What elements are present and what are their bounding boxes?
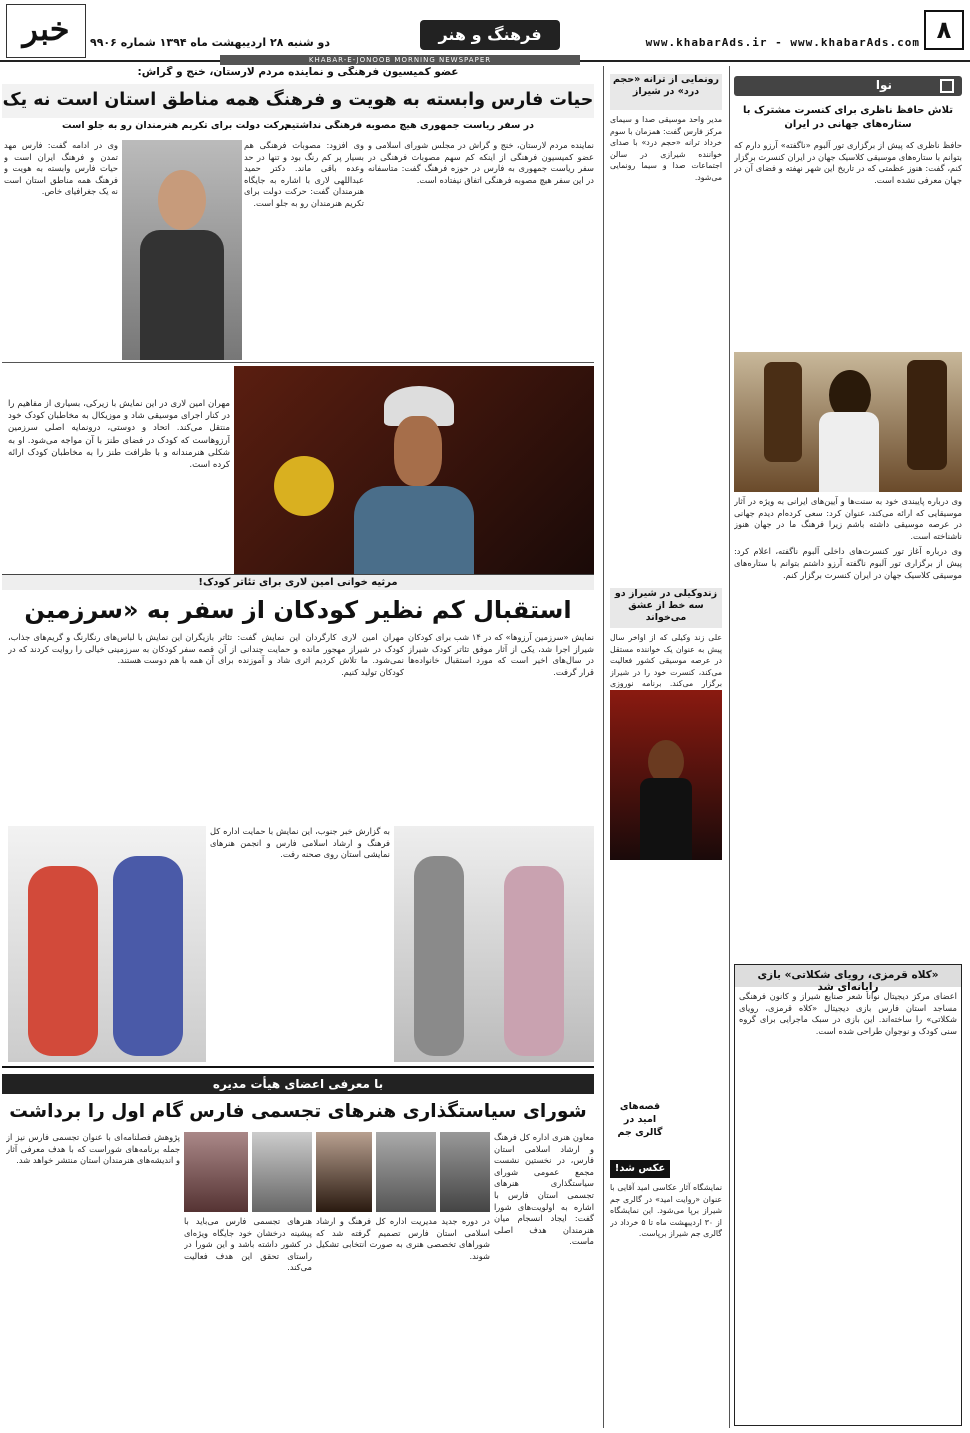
song-title: رونمایی از ترانه «حجم درد» در شیراز [610, 74, 722, 110]
nava-body-2: وی درباره پایبندی خود به سنت‌ها و آیین‌های ایرانی به ویژه در آثار موسیقایی که ارائه می‌کند، عنوان کرد: سعی کرده‌ام دیدم جهانی در عرصه موسیقی داشته باشم زیرا فرهنگ ما در جهان هنوز ناشناخته است. وی درباره آغاز تور کنسرت‌های داخلی آلبوم ناگفته، اعلام کرد: پیش از برگزاری تور آلبوم ناگفته آرزو داشتم بتوانم با ستاره‌های موسیقی کلاسیک جهان در ایران کنسرت برگزار کنم. [734, 496, 962, 580]
lead-title: حیات فارس وابسته به هویت و فرهنگ همه مناطق استان است نه یک [2, 84, 594, 118]
actors-photo-right [394, 826, 594, 1062]
council-body-2: در دوره جدید مدیریت اداره کل فرهنگ و ارشاد اسلامی استان فارس تصمیم گرفته شد که شوراهای تخصصی هنری به صورت انتخابی تشکیل شوند. [316, 1216, 490, 1261]
lead-sub-right: در سفر ریاست جمهوری هیچ مصوبه فرهنگی نداشتیم [284, 120, 534, 131]
nava-title: تلاش حافظ ناظری برای کنسرت مشترک با ستاره‌های جهانی در ایران [743, 105, 953, 130]
theatre-caption: مرثیه خوانی امین لاری برای تئاتر کودک! [2, 574, 594, 590]
theatre-photo [234, 366, 594, 574]
lead-divider [2, 362, 594, 363]
game-box-title: «کلاه قرمزی، رویای شکلاتی» بازی رایانه‌ای شد [735, 965, 961, 987]
council-title: شورای سیاستگذاری هنرهای تجسمی فارس گام اول را برداشت [9, 1101, 587, 1122]
gallery-label: عکس شد! [610, 1160, 670, 1178]
council-body-4: پژوهش فصلنامه‌ای با عنوان تجسمی فارس نیز از جمله برنامه‌های شوراست که با هدف معرفی آثار و اندیشه‌های هنرمندان استان منتشر خواهد شد. [6, 1132, 180, 1166]
column-divider [729, 66, 730, 1428]
lead-body-1: نماینده مردم لارستان، خنج و گراش در مجلس شورای اسلامی و عضو کمیسیون فرهنگی از اینکه کم سهم مصوبات فرهنگی در سفر ریاست جمهوری به فارس در حوزه فرهنگ گفت: متاسفانه در این سفر هیچ مصوبه فرهنگی اتفاق نیفتاده است. [368, 140, 594, 185]
document-icon [940, 79, 954, 93]
nava-body: حافظ ناظری که پیش از برگزاری تور آلبوم «ناگفته» آرزو دارم که بتوانم با ستاره‌های موسیقی کلاسیک جهان در ایران کنسرت برگزار کنم، گفت: هنوز عظمتی که در تاریخ این شهر نهفته و فضای آن در جهان معرفی نشده است. [734, 140, 962, 185]
game-box-body: اعضای مرکز دیجیتال نوانا شعر صنایع شیراز و کانون فرهنگی مساجد استان فارس بازی دیجیتال «کلاه قرمزی، رویای شکلاتی» را ساخته‌اند. این بازی در سبک ماجرایی برای گروه سنی کودک و نوجوان طراحی شده است. [739, 991, 957, 1036]
council-body-3: هنرهای تجسمی فارس می‌باید با پیشینه درخشان خود جایگاه ویژه‌ای در کشور داشته باشد و این شورا در راستای تحقق این هدف فعالیت می‌کند. [184, 1216, 312, 1273]
mp-photo [122, 140, 242, 360]
member-photo-4 [252, 1132, 312, 1212]
actors-photo-left [8, 826, 206, 1062]
lead-body-3: وی در ادامه گفت: فارس مهد تمدن و فرهنگ ایران است و حیات فارس وابسته به هویت و فرهنگ همه مناطق استان است نه یک جغرافیای خاص. [4, 140, 118, 197]
member-photo-3 [316, 1132, 372, 1212]
gallery-body: نمایشگاه آثار عکاسی امید آقایی با عنوان «روایت امید» در گالری جم شیراز برپا می‌شود. این نمایشگاه از ۳۰ اردیبهشت ماه تا ۵ خرداد در گالری جم شیراز برپاست. [610, 1183, 722, 1239]
gallery-title: قصه‌های امید در گالری جم [617, 1101, 663, 1138]
page-number: ۸ [924, 10, 964, 50]
column-divider-2 [603, 66, 604, 1428]
nazeri-photo [734, 352, 962, 492]
singer-photo [610, 690, 722, 860]
theatre-body-3: بازیگران این نمایش با لباس‌های رنگارنگ و گریم‌های جذاب، قصه سفر کودکان به سرزمینی خیالی را روایت کردند که در آن همه با هم دوست هستند. [8, 632, 214, 666]
page-header [0, 0, 970, 62]
nava-tag-bar [734, 76, 962, 96]
theatre-body-4: به گزارش خبر جنوب، این نمایش با حمایت اداره کل فرهنگ و ارشاد اسلامی فارس و انجمن هنرهای نمایشی استان روی صحنه رفت. [210, 826, 390, 860]
theatre-body-1: نمایش «سرزمین آرزوها» که در ۱۴ شب برای کودکان شیراز اجرا شد، یکی از آثار موفق تئاتر کودک شیراز در سال‌های اخیر است که مورد استقبال خانواده‌ها قرار گرفت. [408, 632, 594, 677]
lead-kicker: عضو کمیسیون فرهنگی و نماینده مردم لارستان، خنج و گراش: [137, 66, 459, 78]
theatre-body-2: مهران امین لاری کارگردان این نمایش گفت: تئاتر کودک در شیراز مهجور مانده و حمایت چندانی از آن نمی‌شود. ما تلاش کردیم اثری شاد و آموزنده برای کودکان تولید کنیم. [218, 632, 404, 677]
game-box [734, 964, 962, 1426]
zand-body-1: علی زند وکیلی که از اواخر سال پیش به عنوان یک خواننده مستقل در عرصه موسیقی کشور فعالیت می‌کند، کنسرت خود را در شیراز برگزار می‌کند. برنامه نوروزی [610, 633, 722, 689]
lead-body-2: وی افزود: مصوبات فرهنگی هم بسیار پر کم رنگ بود و تنها در حد وعده باقی ماند. دکتر حمید عبداللهی لاری با اشاره به جایگاه هنرمندان گفت: حرکت دولت برای تکریم هنرمندان رو به جلو است. [244, 140, 364, 208]
council-body-1: معاون هنری اداره کل فرهنگ و ارشاد اسلامی استان فارس، در نخستین نشست مجمع عمومی شورای سیاستگذاری هنرهای تجسمی استان فارس با اشاره به اولویت‌های شورا گفت: ایجاد انسجام میان هنرمندان هدف اصلی ماست. [494, 1132, 594, 1247]
lead-sub-left: حرکت دولت برای تکریم هنرمندان رو به جلو است [62, 120, 292, 131]
section-title: فرهنگ و هنر [420, 20, 560, 50]
member-photo-1 [440, 1132, 490, 1212]
english-strip: KHABAR-E-JONOOB MORNING NEWSPAPER [220, 55, 580, 65]
theatre-title: استقبال کم نظیر کودکان از سفر به «سرزمین [24, 596, 572, 624]
dateline: دو شنبه ۲۸ اردیبهشت ماه ۱۳۹۴ شماره ۹۹۰۶ [90, 36, 330, 49]
theatre-quote: مهران امین لاری در این نمایش با زیرکی، بسیاری از مفاهیم را در کنار اجرای موسیقی شاد و موزیکال به مخاطبان کودک خود منتقل می‌کند. اتحاد و دوستی، درونمایه اصلی سرزمین آرزوهاست که کودک در فضای طنز با آن مواجه می‌شود. او به شکلی هنرمندانه و با ظرافت طنز را به مخاطبان کودک ارائه کرده است. [8, 399, 230, 471]
song-body: مدیر واحد موسیقی صدا و سیمای مرکز فارس گفت: همزمان با سوم خرداد ترانه «حجم درد» با صدای خواننده شیرازی در سالن اجتماعات صدا و سیما رونمایی می‌شود. [610, 115, 722, 182]
site-url[interactable]: www.khabarAds.ir - www.khabarAds.com [645, 36, 920, 49]
nava-tag: نوا [875, 78, 892, 92]
zand-title: زندوکیلی در شیراز دو سه خط از عشق می‌خواند [610, 588, 722, 628]
lead-subtitles [2, 120, 594, 136]
member-photo-5 [184, 1132, 248, 1212]
council-kicker: با معرفی اعضای هیأت مدیره [2, 1074, 594, 1094]
member-photo-2 [376, 1132, 436, 1212]
newspaper-logo: خبر [6, 4, 86, 58]
council-divider [2, 1066, 594, 1068]
